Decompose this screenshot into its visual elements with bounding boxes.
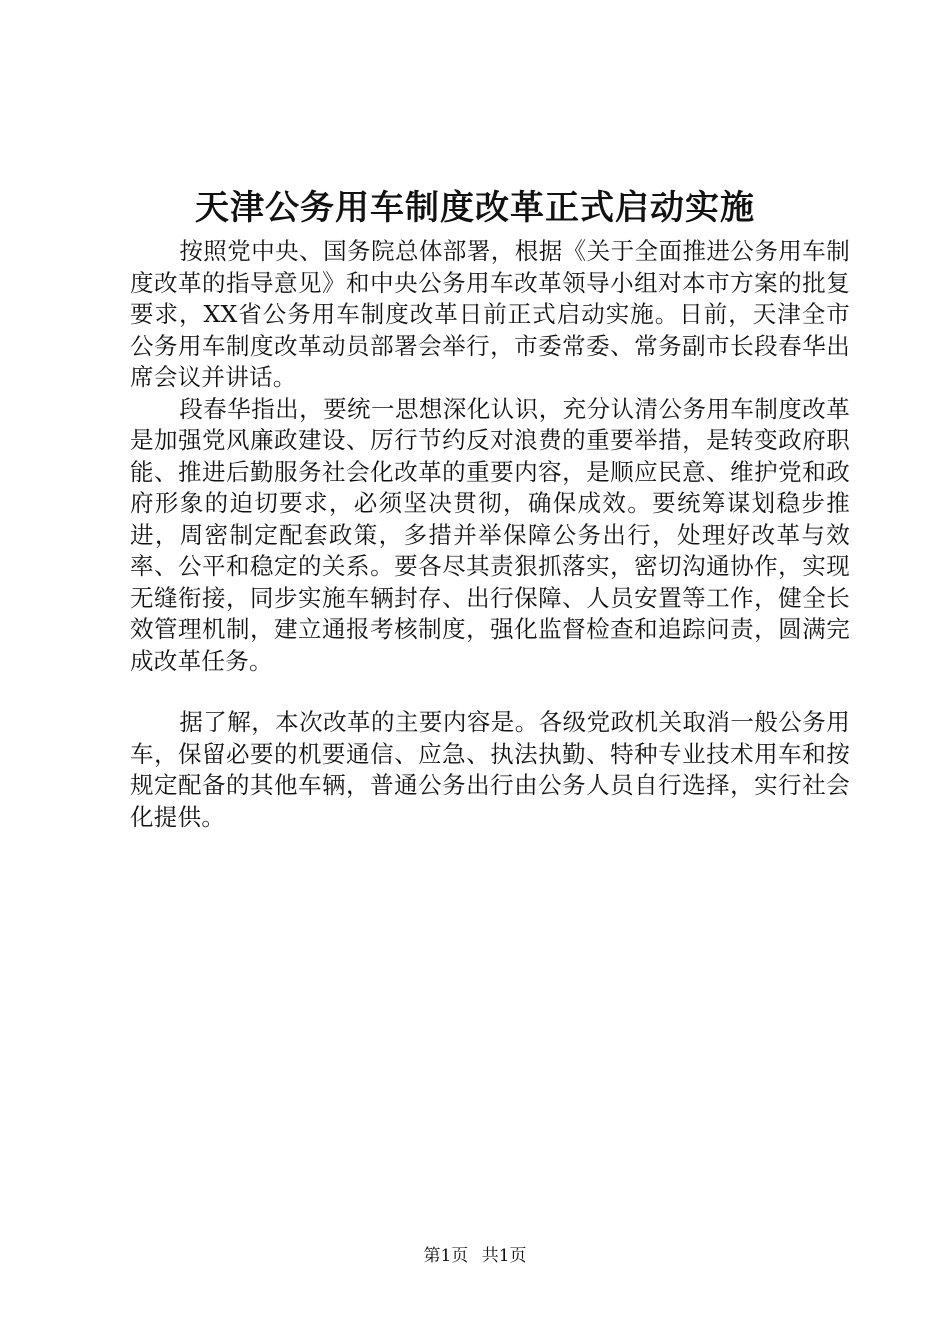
page-total: 共1页 (481, 1246, 527, 1266)
paragraph-intro: 按照党中央、国务院总体部署，根据《关于全面推进公务用车制度改革的指导意见》和中央公务用车改革领导小组对本市方案的批复要求，XX省公务用车制度改革日前正式启动实施。日前，天津全市公务用车制度改革动员部署会举行，市委常委、常务副市长段春华出席会议并讲话。 (130, 237, 850, 391)
paragraph-speech: 段春华指出，要统一思想深化认识，充分认清公务用车制度改革是加强党风廉政建设、厉行节约反对浪费的重要举措，是转变政府职能、推进后勤服务社会化改革的重要内容，是顺应民意、维护党和政府形象的迫切要求，必须坚决贯彻，确保成效。要统筹谋划稳步推进，周密制定配套政策，多措并举保障公务出行，处理好改革与效率、公平和稳定的关系。要各尽其责狠抓落实，密切沟通协作，实现无缝衔接，同步实施车辆封存、出行保障、人员安置等工作，健全长效管理机制，建立通报考核制度，强化监督检查和追踪问责，圆满完成改革任务。 (130, 394, 850, 675)
page-footer (0, 1244, 950, 1268)
paragraph-content: 据了解，本次改革的主要内容是。各级党政机关取消一般公务用车，保留必要的机要通信、应急、执法执勤、特种专业技术用车和按规定配备的其他车辆，普通公务出行由公务人员自行选择，实行社会化提供。 (130, 708, 850, 831)
document-body (130, 236, 850, 833)
page-number: 第1页 (423, 1246, 469, 1266)
document-title: 天津公务用车制度改革正式启动实施 (195, 188, 755, 228)
